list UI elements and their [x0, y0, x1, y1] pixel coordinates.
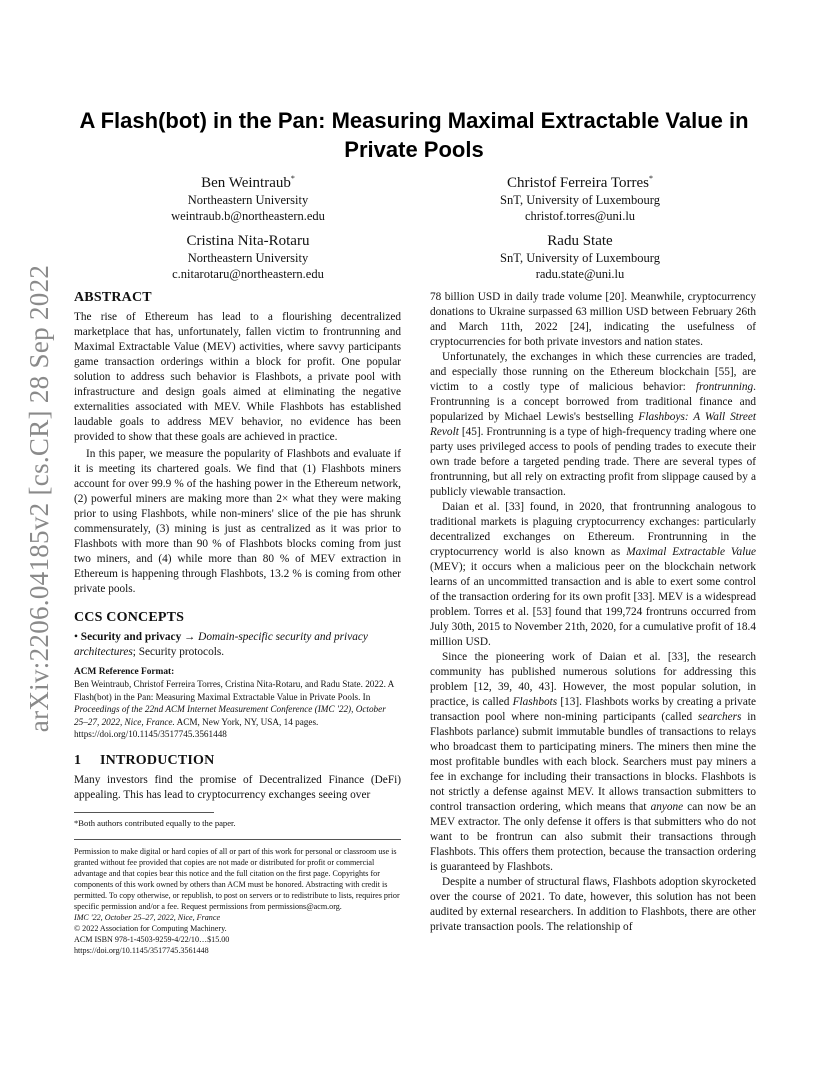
text-run: Since the pioneering work of Daian et al. [33], the research community has published numerous solutions for addressing this problem [12, 39, 40, 43]. However, the most popular solution, in practice, is called	[430, 651, 756, 708]
acm-reference	[74, 666, 401, 740]
paper-title: A Flash(bot) in the Pan: Measuring Maximal Extractable Value in Private Pools	[79, 108, 749, 162]
left-column	[74, 289, 401, 956]
text-run: [45]. Frontrunning is a type of high-frequency trading where one party uses privileged access to pools of pending trades to execute their own trade before a targeted pending trade. There are several types of frontrunning, but all rely on extracting profit from slippage caused by a publicly viewable transaction.	[430, 426, 756, 498]
author-affiliation: Northeastern University	[187, 251, 309, 265]
text-run: Unfortunately, the exchanges in which these currencies are traded, and especially those running on the Ethereum blockchain [55], are victim to a costly type of malicious behavior:	[430, 351, 756, 393]
isbn-line: ACM ISBN 978-1-4503-9259-4/22/10…$15.00	[74, 935, 230, 945]
text-run: can now be an MEV extractor. The only defense it offers is that submitters who do not want to be frontrun can also submit their transactions through Flashbots. This offers them protection, because the transaction ordering is guaranteed by Flashbots.	[430, 801, 756, 873]
equal-contribution-mark: *	[290, 174, 295, 183]
ccs-arrow: →	[184, 631, 196, 643]
abstract-paragraph-2: In this paper, we measure the popularity of Flashbots and evaluate if it is meeting its chartered goals. We find that (1) Flashbots miners account for over 99.9 % of the hashing power in the Ethereum network, (2) powerful miners are making more than 2× what they were making prior to using Flashbots, while non-miners' slice of the pie has shrunk commensurately, (3) mining is just as centralized as it was prior to Flashbots with more than 90 % of Flashbots blocks coming from just two miners, and (4) while more than 80 % of MEV extraction in Ethereum is happening through Flashbots, 13.2 % is coming from other private pools.	[74, 448, 401, 595]
emphasis: anyone	[650, 801, 684, 813]
acm-reference-heading: ACM Reference Format:	[74, 667, 175, 677]
author-email[interactable]: weintraub.b@northeastern.edu	[171, 208, 325, 223]
arxiv-identifier-text: arXiv:2206.04185v2 [cs.CR] 28 Sep 2022	[24, 264, 55, 732]
acm-reference-doi[interactable]: ACM, New York, NY, USA, 14 pages. https://doi.org/10.1145/3517745.3561448	[74, 716, 319, 740]
text-run: in Flashbots parlance) submit immutable bundles of transactions to relays who broadcast them to participating miners. The miners then mine the most profitable bundles with each block. Searchers must pay miners a fee in exchange for including their transactions in blocks. Flashbots is not strictly a defense against MEV. It allows transaction submitters to control transaction ordering, which means that	[430, 711, 756, 813]
text-run: . Frontrunning is a concept borrowed from traditional finance and popularized by Michael Lewis's bestselling	[430, 381, 756, 423]
arxiv-identifier-stamp	[22, 264, 58, 732]
text-run: Daian et al. [33] found, in 2020, that frontrunning analogous to traditional markets is plaguing cryptocurrency exchanges: particularly decentralized exchanges on Ethereum. Frontrunning in the cryptocurrency world is also known as	[430, 501, 756, 558]
text-run: [13]. Flashbots works by creating a private transaction pool where non-mining participants (called	[430, 696, 756, 723]
author-block-3	[128, 232, 368, 283]
emphasis: Maximal Extractable Value	[626, 546, 756, 558]
emphasis: frontrunning	[695, 381, 754, 393]
doi-link[interactable]: https://doi.org/10.1145/3517745.3561448	[74, 946, 209, 956]
acm-reference-venue: Proceedings of the 22nd ACM Internet Measurement Conference (IMC '22), October 25–27, 2022, Nice, France.	[74, 704, 386, 727]
book-title: Flashboys: A Wall Street Revolt	[430, 411, 756, 438]
abstract-paragraph-1: The rise of Ethereum has lead to a flourishing decentralized marketplace that has, unfortunately, fallen victim to frontrunning and Maximal Extractable Value (MEV) activities, where savvy participants game transaction orderings within a block for profit. One popular solution to address such behavior is Flashbots, a private pool with infrastructure and design goals aimed at eliminating the negative externalities associated with MEV. While Flashbots has established laudable goals to address MEV behavior, no evidence has been provided to show that these goals are achieved in practice.	[74, 311, 401, 443]
abstract-heading: ABSTRACT	[74, 290, 152, 305]
author-block-4	[460, 232, 700, 283]
author-name: Ben Weintraub	[201, 175, 291, 191]
author-email[interactable]: radu.state@uni.lu	[535, 266, 625, 281]
section-title: INTRODUCTION	[100, 753, 215, 769]
permission-text: Permission to make digital or hard copies of all or part of this work for personal or classroom use is granted without fee provided that copies are not made or distributed for profit or commercial advantage and that copies bear this notice and the full citation on the first page. Copyrights for components of this work owned by others than ACM must be honored. Abstracting with credit is permitted. To copy otherwise, or republish, to post on servers or to redistribute to lists, requires prior specific permission and/or a fee. Request permissions from permissions@acm.org.	[74, 847, 400, 912]
emphasis: Flashbots	[512, 696, 558, 708]
intro-paragraph-continued: 78 billion USD in daily trade volume [20]. Meanwhile, cryptocurrency donations to Ukraine surpassed 63 million USD between February 26th and March 11th, 2022 [24], indicating the usefulness of cryptocurrencies for both private investors and nation states.	[430, 291, 756, 348]
author-name: Radu State	[547, 233, 613, 249]
footnote-divider	[74, 812, 214, 813]
intro-heading	[74, 752, 401, 770]
text-run: (MEV); it occurs when a malicious peer on the blockchain network learns of an uncommitted transaction and is able to exert some control of the transaction ordering for its own profit [33]. MEV is a widespread problem. Torres et al. [53] found that 199,724 frontruns occurred from July 30th, 2015 to November 21th, 2020, for a cumulative profit of 18.4 million USD.	[430, 561, 756, 648]
emphasis: searchers	[697, 711, 742, 723]
ccs-rest: ; Security protocols.	[132, 646, 225, 658]
author-block-2	[460, 169, 700, 225]
author-email[interactable]: c.nitarotaru@northeastern.edu	[172, 266, 324, 281]
copyright-line: © 2022 Association for Computing Machinery.	[74, 924, 227, 934]
acm-reference-text: Ben Weintraub, Christof Ferreira Torres, Cristina Nita-Rotaru, and Radu State. 2022. A Flash(bot) in the Pan: Measuring Maximal Extractable Value in Private Pools. In	[74, 679, 394, 702]
conference-line: IMC '22, October 25–27, 2022, Nice, France	[74, 913, 221, 923]
author-name: Christof Ferreira Torres	[507, 175, 649, 191]
author-block-1	[128, 169, 368, 225]
permission-notice	[74, 846, 401, 956]
ccs-concepts	[74, 630, 401, 660]
footnote: *Both authors contributed equally to the paper.	[74, 818, 236, 829]
author-name: Cristina Nita-Rotaru	[186, 233, 310, 249]
right-column	[430, 290, 756, 935]
author-affiliation: Northeastern University	[187, 193, 309, 207]
intro-paragraph-adoption: Despite a number of structural flaws, Flashbots adoption skyrocketed over the course of 2021. To date, however, this solution has not been audited by external researchers. In addition to Flashbots, there are other private transaction pools. The relationship of	[430, 876, 756, 933]
ccs-heading: CCS CONCEPTS	[74, 610, 185, 625]
ccs-bullet: •	[74, 631, 78, 643]
permission-divider	[74, 839, 401, 840]
intro-paragraph-frontrunning	[430, 350, 756, 500]
ccs-term: Security and privacy	[80, 631, 182, 643]
author-affiliation: SnT, University of Luxembourg	[500, 251, 660, 265]
intro-paragraph-flashbots	[430, 650, 756, 875]
author-email[interactable]: christof.torres@uni.lu	[524, 208, 636, 223]
ccs-domain: Domain-specific security and privacy architectures	[74, 631, 368, 658]
author-affiliation: SnT, University of Luxembourg	[500, 193, 660, 207]
intro-paragraph-1: Many investors find the promise of Decentralized Finance (DeFi) appealing. This has lead to cryptocurrency exchanges seeing over	[74, 774, 401, 802]
section-number: 1	[74, 753, 82, 769]
intro-paragraph-mev	[430, 500, 756, 650]
equal-contribution-mark: *	[648, 174, 653, 183]
